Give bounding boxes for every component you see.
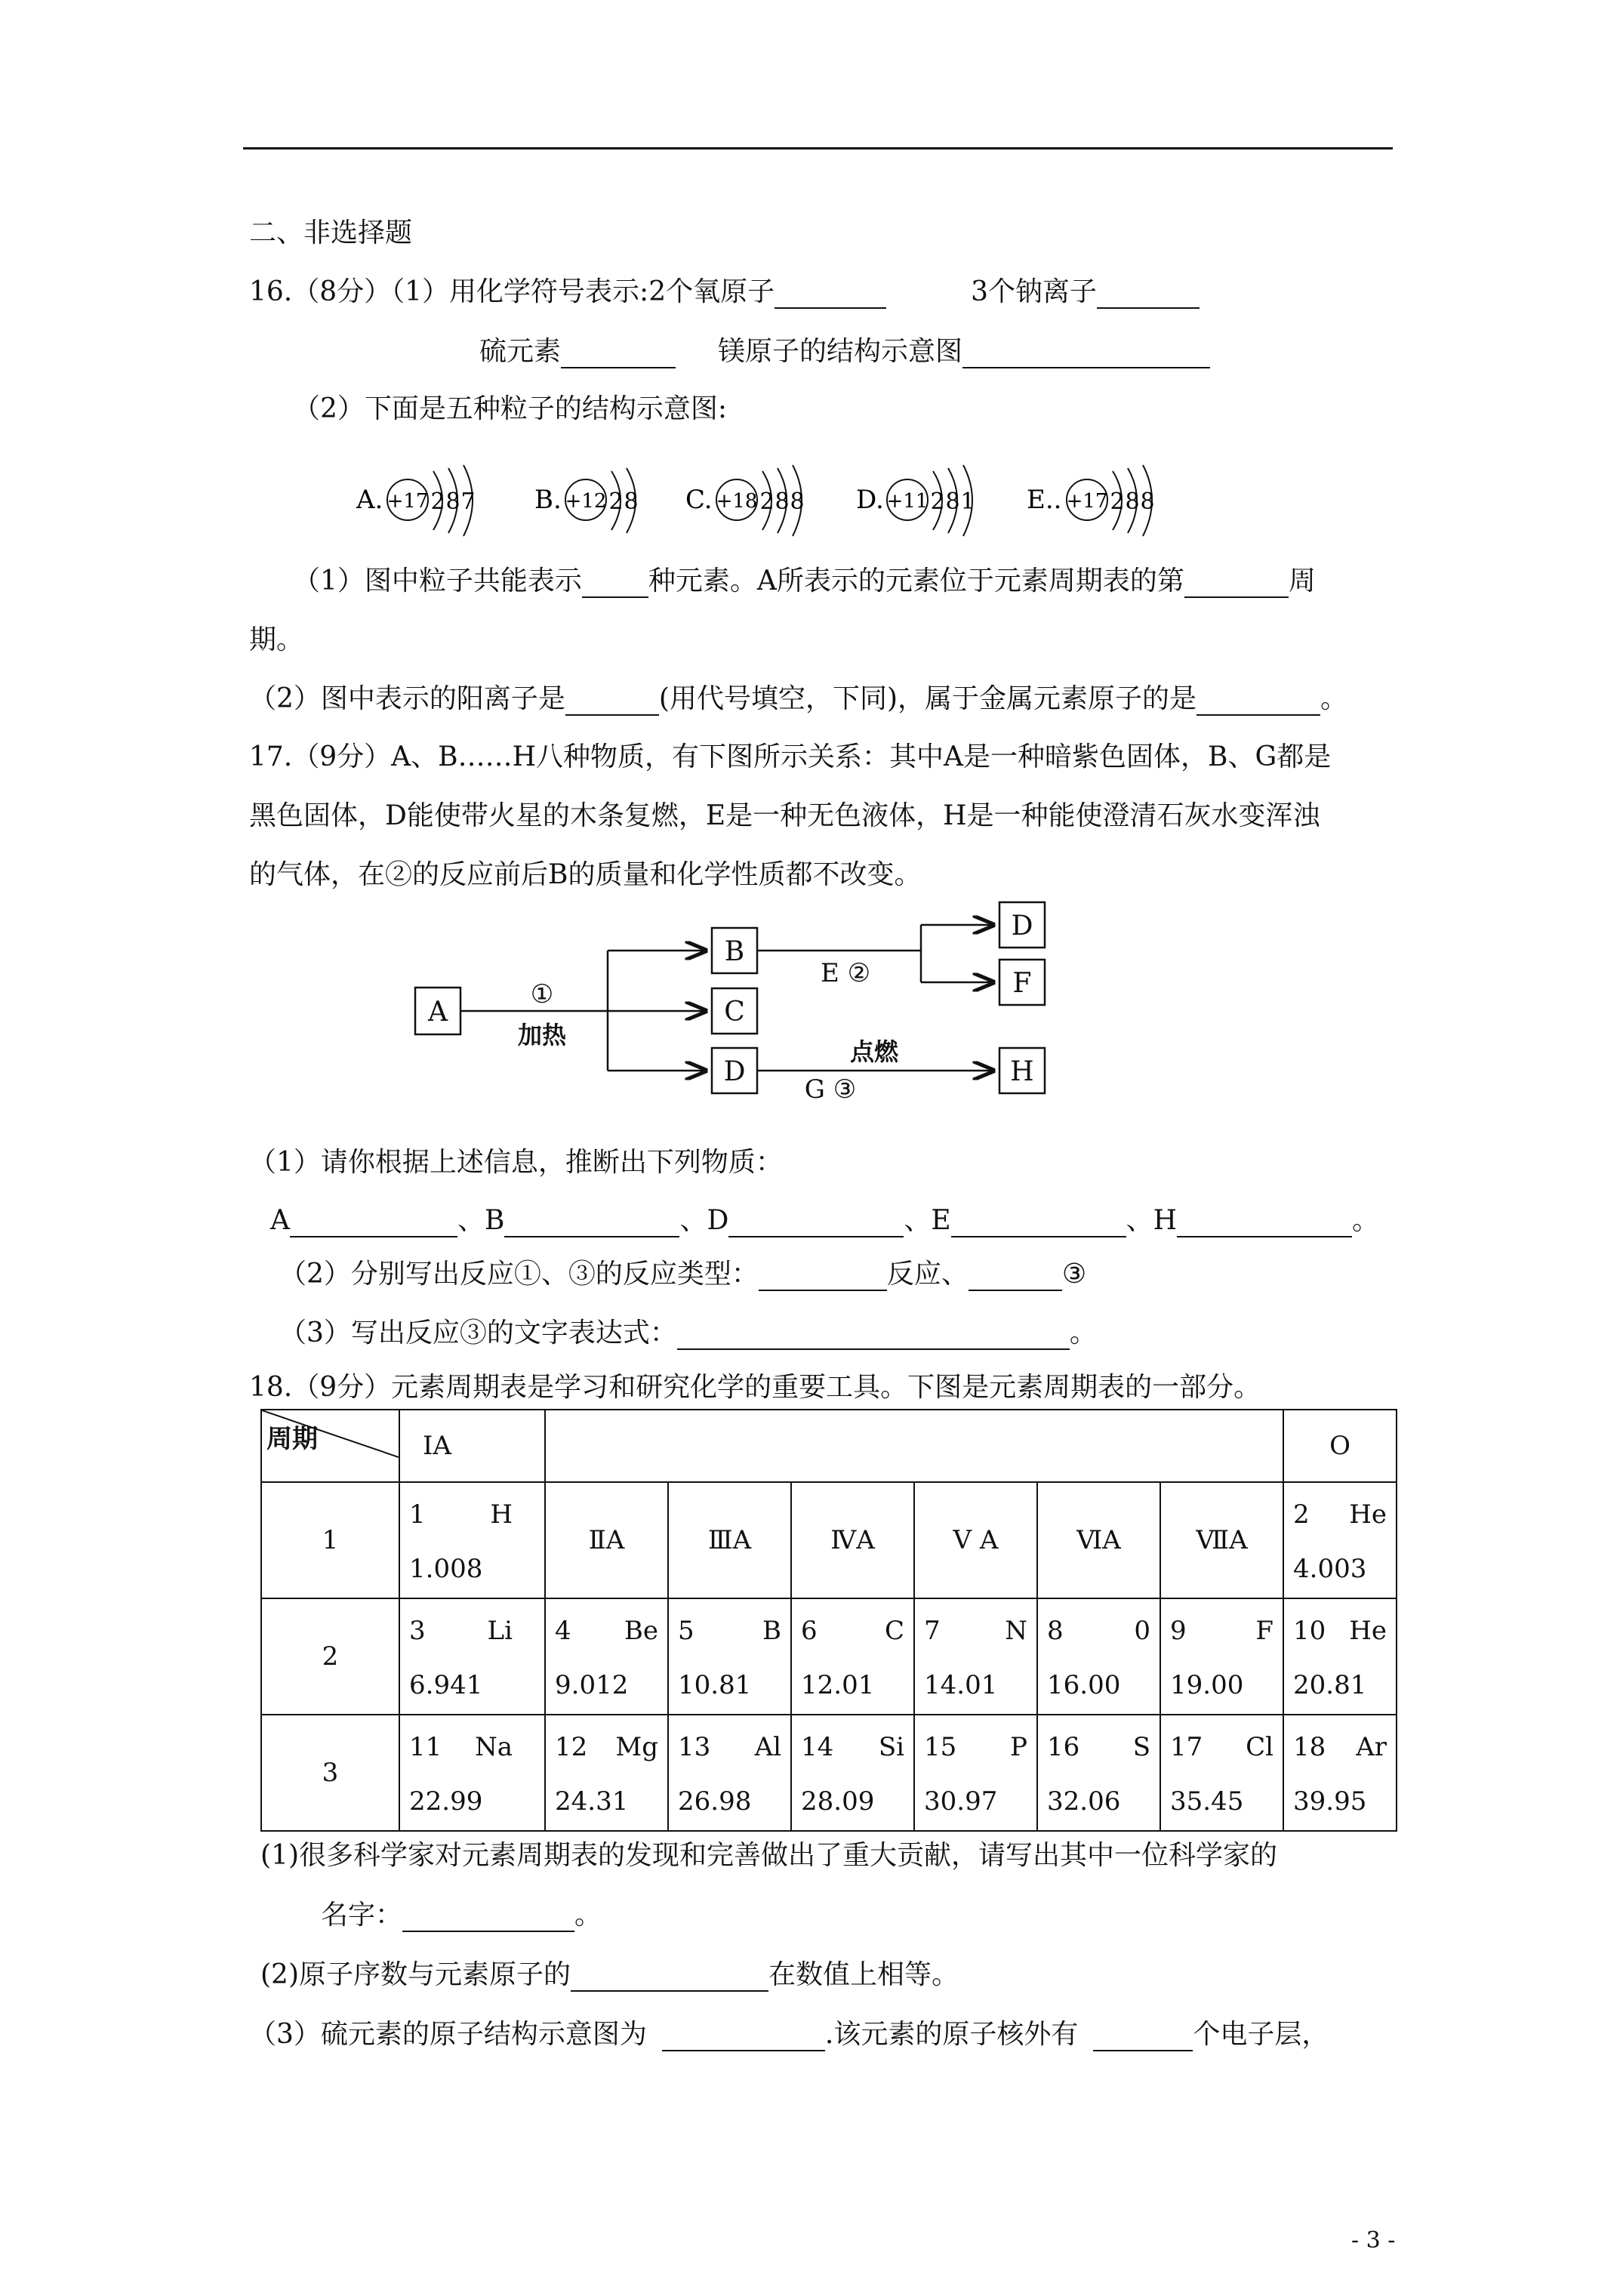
atomic-number: 5 [678,1616,694,1646]
shell-electron-count: 2 [608,488,624,515]
q16-line2-b: 镁原子的结构示意图 [718,336,963,367]
atomic-number: 15 [924,1732,957,1762]
element-cell [668,1715,791,1831]
nucleus-charge: +17 [1066,490,1108,513]
q16-sub2 [249,683,1347,716]
element-symbol: B [762,1616,781,1646]
group-0-header: O [1283,1410,1397,1482]
element-cell [1160,1598,1283,1715]
q16-sub2-a: （2）图中表示的阳离子是 [249,683,565,714]
element-symbol: He [1349,1616,1387,1646]
atom-diagram [1027,465,1155,536]
element-symbol: S [1132,1732,1150,1762]
page-number: - 3 - [1351,2227,1396,2254]
period-3-label: 3 [261,1715,399,1831]
atom-diagram [856,465,975,536]
fill-label-e: 、E [904,1205,951,1236]
q18-sub2-a: (2)原子序数与元素原子的 [260,1959,571,1990]
atomic-number: 8 [1047,1616,1064,1646]
atomic-mass: 4.003 [1293,1554,1367,1584]
q18-sub1-b: 名字： [321,1900,403,1931]
element-symbol: Si [878,1732,904,1762]
atomic-mass: 26.98 [678,1786,752,1817]
shell-electron-count: 7 [460,488,476,515]
element-symbol: Cl [1246,1732,1273,1762]
atomic-number: 16 [1047,1732,1080,1762]
atomic-mass: 30.97 [924,1786,998,1817]
q17-sub2-c: ③ [1061,1259,1087,1290]
element-symbol: P [1010,1732,1027,1762]
blank-sodium-ions[interactable] [1097,282,1200,309]
atom-label: D. [856,485,884,515]
element-cell [545,1598,668,1715]
shell-electron-count: 2 [930,488,945,515]
q16-line1-prefix: 16.（8分）（1）用化学符号表示:2个氧原子 [249,276,775,307]
atom-label: B. [534,485,562,515]
reaction3-label: G ③ [804,1074,857,1105]
blank-scientist-name[interactable] [402,1905,574,1932]
nucleus-charge: +11 [886,490,929,513]
atomic-number: 6 [801,1616,818,1646]
blank-sulfur-element[interactable] [561,341,676,368]
element-cell [1037,1598,1160,1715]
q16-line1-mid: 3个钠离子 [971,276,1098,307]
q16-sub1-a: （1）图中粒子共能表示 [293,566,582,596]
atomic-mass: 10.81 [678,1670,752,1700]
element-symbol: Be [624,1616,658,1646]
table-corner [261,1410,399,1482]
fill-label-h: 、H [1126,1205,1178,1236]
blank-cation[interactable] [565,689,659,716]
atomic-mass: 32.06 [1047,1786,1121,1817]
q17-para3: 的气体，在②的反应前后B的质量和化学性质都不改变。 [249,859,922,890]
corner-label: 周期 [266,1425,318,1453]
atomic-mass: 24.31 [555,1786,629,1817]
atomic-mass: 19.00 [1170,1670,1244,1700]
q16-sub2-end: 。 [1320,683,1348,714]
blank-shell-count[interactable] [1093,2024,1193,2051]
atomic-number: 18 [1293,1732,1326,1762]
atom-diagram [685,465,805,536]
shell-electron-count: 8 [775,488,790,515]
atomic-mass: 22.99 [409,1786,483,1817]
atomic-mass: 16.00 [1047,1670,1121,1700]
fill-label-a: A [270,1205,290,1236]
atomic-number: 3 [409,1616,426,1646]
q16-line2 [479,335,1210,368]
element-cell [1160,1715,1283,1831]
q18-sub2 [260,1959,959,1992]
element-symbol: Ar [1356,1732,1387,1762]
q17-fill-row [270,1204,1379,1237]
element-symbol: 0 [1134,1616,1150,1646]
nucleus-charge: +17 [387,490,429,513]
group-header-span [545,1410,1283,1482]
element-cell [914,1715,1037,1831]
blank-word-equation[interactable] [677,1323,1070,1350]
q18-sub2-b: 在数值上相等。 [768,1959,959,1990]
element-symbol: F [1255,1616,1273,1646]
atomic-mass: 14.01 [924,1670,998,1700]
atom-label: A. [356,485,383,515]
q16-sub2-b: (用代号填空，下同)，属于金属元素原子的是 [658,683,1196,714]
shell-electron-count: 2 [430,488,445,515]
element-symbol: H [490,1499,513,1530]
element-cell [1037,1715,1160,1831]
group-iiia-label: ⅢA [668,1482,791,1598]
group-via-label: ⅥA [1037,1482,1160,1598]
element-symbol: C [884,1616,904,1646]
group-viia-label: ⅦA [1160,1482,1283,1598]
blank-magnesium-diagram[interactable] [962,341,1210,368]
element-symbol: Mg [615,1732,658,1762]
element-cell [399,1482,545,1598]
atomic-number: 17 [1170,1732,1203,1762]
reaction1-number: ① [530,979,554,1009]
element-cell [399,1598,545,1715]
element-symbol: N [1005,1616,1027,1646]
element-cell [791,1715,914,1831]
q16-sub1 [293,565,1316,598]
box-b-label: B [724,936,745,967]
box-a-label: A [428,997,448,1028]
reaction-flowchart [408,897,1072,1108]
blank-reaction3-type[interactable] [969,1264,1062,1291]
q18-sub3-b: .该元素的原子核外有 [824,2019,1079,2050]
group-va-label: Ⅴ A [914,1482,1037,1598]
atomic-mass: 28.09 [801,1786,875,1817]
atomic-mass: 39.95 [1293,1786,1367,1817]
blank-metal-atom[interactable] [1196,689,1320,716]
box-c-label: C [724,997,745,1028]
reaction3-condition: 点燃 [849,1037,899,1066]
blank-period-number[interactable] [1184,571,1289,598]
element-symbol: Li [487,1616,513,1646]
shell-electron-count: 1 [960,488,975,515]
box-d-label: D [723,1056,746,1087]
shell-electron-count: 2 [759,488,775,515]
q17-sub3-a: （3）写出反应③的文字表达式： [279,1318,677,1348]
q16-line3: （2）下面是五种粒子的结构示意图: [293,393,728,424]
q18-intro: 18.（9分）元素周期表是学习和研究化学的重要工具。下图是元素周期表的一部分。 [249,1372,1261,1403]
q16-line2-a: 硫元素 [479,336,562,367]
atom-label: C. [685,485,713,515]
blank-substance-e[interactable] [951,1210,1126,1237]
q18-sub3 [249,2018,1329,2051]
q18-sub3-c: 个电子层， [1193,2019,1329,2050]
blank-oxygen-atoms[interactable] [775,282,886,309]
atomic-mass: 6.941 [409,1670,483,1700]
blank-substance-b[interactable] [504,1210,679,1237]
blank-reaction1-type[interactable] [759,1264,887,1291]
period-2-label: 2 [261,1598,399,1715]
q17-sub2-b: 反应、 [886,1259,969,1290]
group-iva-label: ⅣA [791,1482,914,1598]
blank-substance-h[interactable] [1177,1210,1352,1237]
box-f-label: F [1012,968,1032,999]
q18-sub1-a: (1)很多科学家对元素周期表的发现和完善做出了重大贡献，请写出其中一位科学家的 [260,1840,1277,1871]
atomic-number: 1 [409,1499,426,1530]
fill-label-b: 、B [457,1205,505,1236]
atomic-mass: 35.45 [1170,1786,1244,1817]
blank-sulfur-diagram[interactable] [662,2024,825,2051]
element-symbol: Al [754,1732,781,1762]
q17-para2: 黑色固体，D能使带火星的木条复燃，E是一种无色液体，H是一种能使澄清石灰水变浑浊 [249,800,1320,831]
group-ia-header: IA [399,1410,545,1482]
q17-sub3 [279,1317,1097,1350]
period-1-label: 1 [261,1482,399,1598]
atom-diagrams [355,445,1200,551]
atomic-number: 12 [555,1732,588,1762]
group-iia-label: ⅡA [545,1482,668,1598]
element-cell [668,1598,791,1715]
shell-electron-count: 8 [945,488,960,515]
periodic-table [260,1409,1397,1832]
reaction2-label: E ② [820,958,871,988]
q18-sub3-a: （3）硫元素的原子结构示意图为 [249,2019,647,2050]
element-symbol: He [1349,1499,1387,1530]
element-cell [914,1598,1037,1715]
atomic-number: 7 [924,1616,941,1646]
shell-electron-count: 2 [1110,488,1125,515]
atomic-number: 13 [678,1732,711,1762]
atomic-mass: 12.01 [801,1670,875,1700]
q17-sub3-end: 。 [1069,1318,1097,1348]
atomic-mass: 20.81 [1293,1670,1367,1700]
q16-line1 [249,276,1200,309]
atomic-number: 11 [409,1732,442,1762]
section-title: 二、非选择题 [249,217,413,248]
q16-sub1-cont: 期。 [249,624,304,655]
shell-electron-count: 8 [1125,488,1140,515]
atomic-number: 4 [555,1616,571,1646]
q16-sub1-b: 种元素。A所表示的元素位于元素周期表的第 [648,566,1184,596]
box-h-label: H [1010,1056,1034,1087]
nucleus-charge: +12 [565,490,607,513]
element-cell [1283,1598,1397,1715]
q17-para1: 17.（9分）A、B……H八种物质，有下图所示关系：其中A是一种暗紫色固体，B、G都是 [249,741,1332,772]
atomic-mass: 9.012 [555,1670,629,1700]
atomic-number: 2 [1293,1499,1310,1530]
element-cell [399,1715,545,1831]
q18-sub1-b-line [321,1899,602,1932]
q18-sub1-end: 。 [574,1900,602,1931]
shell-electron-count: 8 [445,488,460,515]
atomic-number: 9 [1170,1616,1187,1646]
element-cell [1283,1715,1397,1831]
q17-sub1: （1）请你根据上述信息，推断出下列物质： [249,1147,783,1178]
atom-label: E.. [1027,485,1062,515]
shell-electron-count: 8 [1140,488,1155,515]
atomic-number: 10 [1293,1616,1326,1646]
element-cell [1283,1482,1397,1598]
atomic-mass: 1.008 [409,1554,483,1584]
reaction1-condition: 加热 [517,1021,567,1049]
fill-label-d: 、D [679,1205,729,1236]
element-symbol: Na [474,1732,513,1762]
box-d-top-label: D [1011,911,1033,942]
atom-diagram [534,468,639,533]
q16-sub1-c: 周 [1288,566,1316,596]
q17-sub2 [279,1258,1086,1291]
blank-substance-a[interactable] [290,1210,457,1237]
blank-element-count[interactable] [582,571,648,598]
blank-equal-quantity[interactable] [571,1965,768,1992]
nucleus-charge: +18 [716,490,758,513]
header-rule [243,147,1393,149]
atom-diagram [356,465,476,536]
shell-electron-count: 8 [624,488,639,515]
q17-sub2-a: （2）分别写出反应①、③的反应类型： [279,1259,759,1290]
element-cell [545,1715,668,1831]
atomic-number: 14 [801,1732,834,1762]
shell-electron-count: 8 [790,488,805,515]
element-cell [791,1598,914,1715]
fill-end: 。 [1352,1205,1380,1236]
blank-substance-d[interactable] [728,1210,904,1237]
